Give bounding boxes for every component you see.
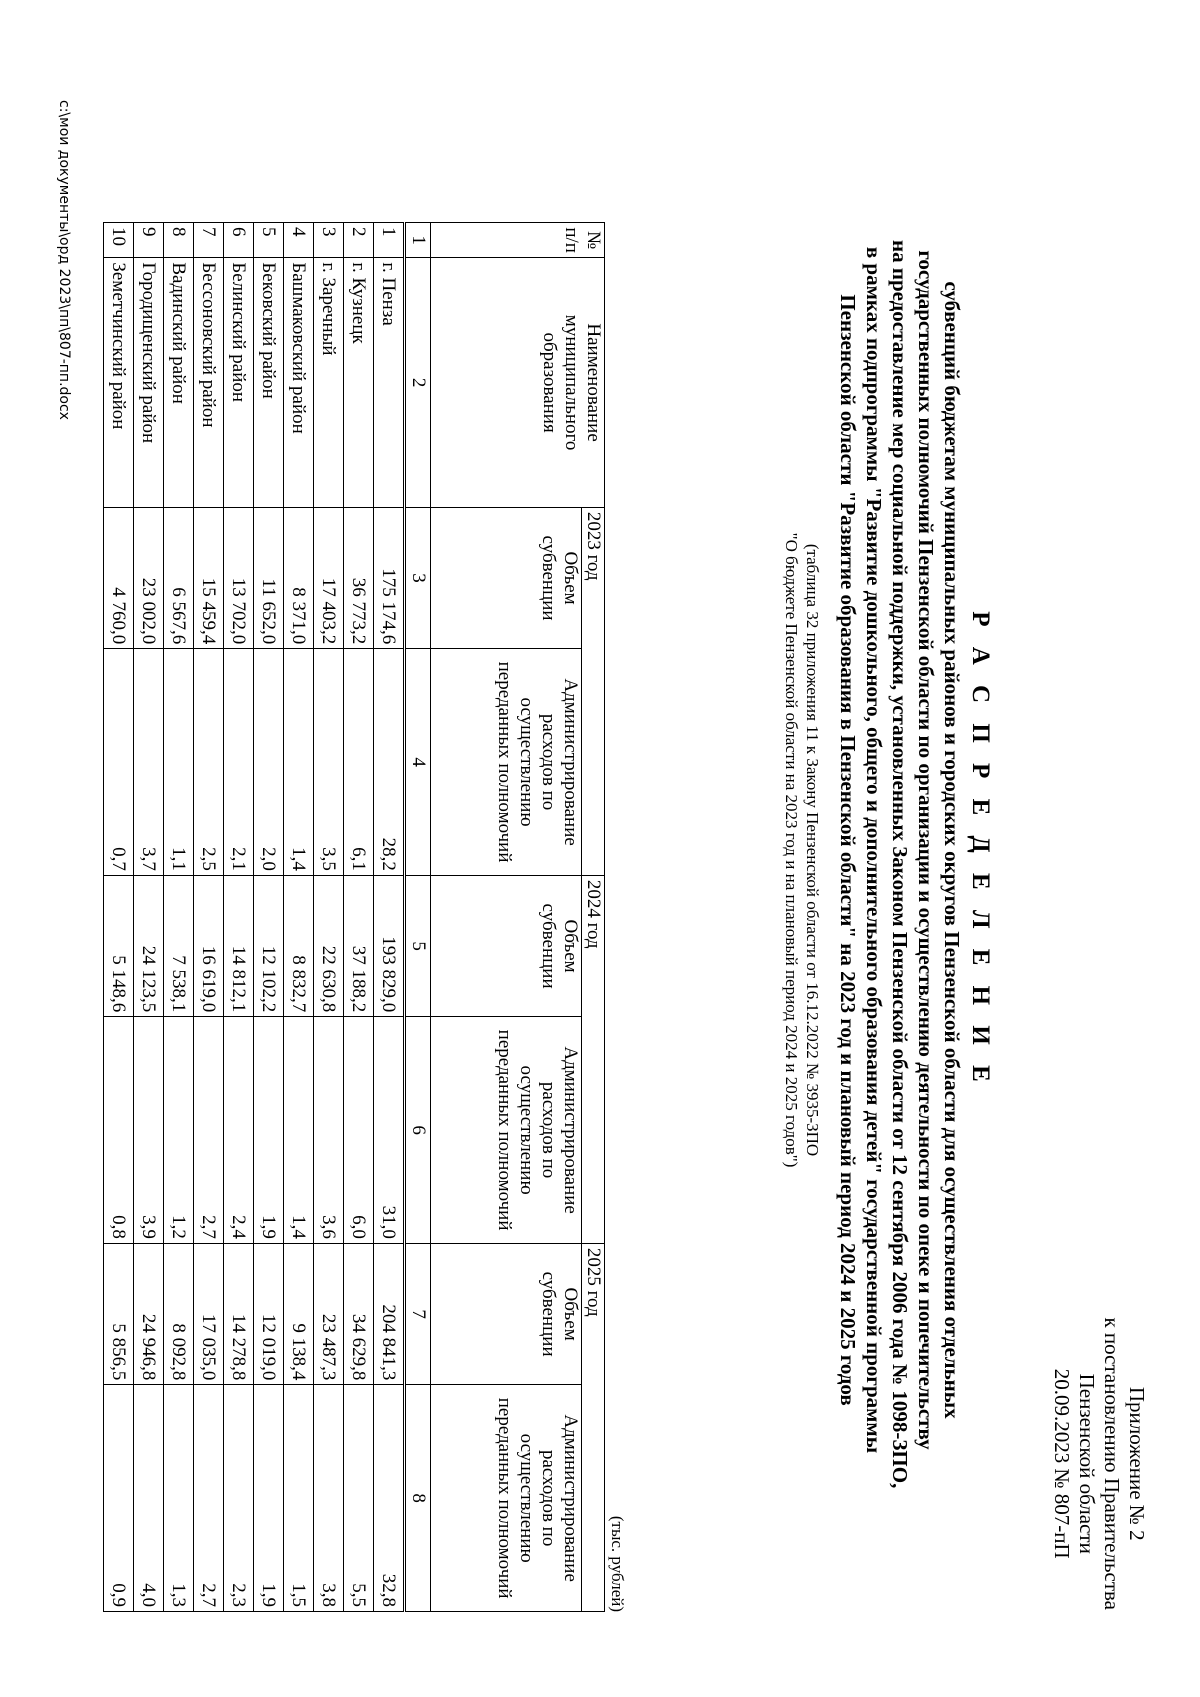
volume-2023-cell: 4 760,0 — [104, 507, 134, 648]
row-number-cell: 4 — [284, 223, 314, 258]
volume-2025-cell: 8 092,8 — [164, 1243, 194, 1384]
subtitle-line: государственных полномочий Пензенской области по организации и осуществлению деятельности по опеке и попечительству — [914, 250, 938, 1450]
units-label: (тыс. рублей) — [608, 1515, 627, 1612]
subtitle-line: в рамках подпрограммы "Развитие дошкольного, общего и дополнительного образования детей" государственной программы — [862, 246, 886, 1454]
admin-2024-cell: 1,2 — [164, 1017, 194, 1244]
municipality-name-cell: Городищенский район — [134, 258, 164, 508]
document-title: Р А С П Р Е Д Е Л Е Н И Е — [967, 611, 994, 1089]
row-number-cell: 10 — [104, 223, 134, 258]
municipality-name-cell: Бессоновский район — [194, 258, 224, 508]
volume-2025-cell: 12 019,0 — [254, 1243, 284, 1384]
volume-2023-cell: 15 459,4 — [194, 507, 224, 648]
appendix-header — [1049, 1317, 1149, 1610]
volume-2024-cell: 8 832,7 — [284, 875, 314, 1016]
admin-2023-cell: 1,4 — [284, 649, 314, 876]
row-number-cell: 3 — [314, 223, 344, 258]
volume-2024-cell: 7 538,1 — [164, 875, 194, 1016]
volume-2024-cell: 14 812,1 — [224, 875, 254, 1016]
volume-2025-cell: 17 035,0 — [194, 1243, 224, 1384]
volume-2024-cell: 5 148,6 — [104, 875, 134, 1016]
admin-2025-cell: 0,9 — [104, 1385, 134, 1612]
column-number: 5 — [405, 875, 431, 1016]
table-header-row — [582, 223, 605, 1612]
column-number: 6 — [405, 1017, 431, 1244]
volume-2023-cell: 6 567,6 — [164, 507, 194, 648]
volume-2023-cell: 17 403,2 — [314, 507, 344, 648]
header-line: Пензенской области — [1075, 1373, 1099, 1554]
distribution-table — [103, 222, 605, 1612]
volume-2023-cell: 13 702,0 — [224, 507, 254, 648]
municipality-name-cell: г. Заречный — [314, 258, 344, 508]
column-header-name: Наименование муниципального образования — [431, 258, 605, 508]
year-header-2024: 2024 год — [582, 875, 605, 1243]
document-subtitle — [835, 240, 965, 1489]
column-number: 2 — [405, 258, 431, 508]
admin-2025-cell: 32,8 — [374, 1385, 405, 1612]
column-number: 8 — [405, 1385, 431, 1612]
row-number-cell: 5 — [254, 223, 284, 258]
table-body — [104, 223, 405, 1612]
volume-2025-cell: 204 841,3 — [374, 1243, 405, 1384]
row-number-cell: 6 — [224, 223, 254, 258]
admin-2024-cell: 2,7 — [194, 1017, 224, 1244]
admin-2023-cell: 3,5 — [314, 649, 344, 876]
volume-2025-cell: 23 487,3 — [314, 1243, 344, 1384]
admin-2025-cell: 3,8 — [314, 1385, 344, 1612]
volume-2024-cell: 12 102,2 — [254, 875, 284, 1016]
column-header-admin: Администрирование расходов по осуществлению переданных полномочий — [431, 649, 582, 876]
admin-2024-cell: 2,4 — [224, 1017, 254, 1244]
municipality-name-cell: г. Кузнецк — [344, 258, 374, 508]
volume-2024-cell: 16 619,0 — [194, 875, 224, 1016]
admin-2025-cell: 1,5 — [284, 1385, 314, 1612]
admin-2023-cell: 1,1 — [164, 649, 194, 876]
admin-2024-cell: 3,6 — [314, 1017, 344, 1244]
municipality-name-cell: Земетчинский район — [104, 258, 134, 508]
column-number: 1 — [405, 223, 431, 258]
volume-2025-cell: 9 138,4 — [284, 1243, 314, 1384]
volume-2024-cell: 37 188,2 — [344, 875, 374, 1016]
table-row — [314, 223, 344, 1612]
admin-2023-cell: 28,2 — [374, 649, 405, 876]
column-number: 3 — [405, 507, 431, 648]
title-block — [781, 240, 995, 1489]
municipality-name-cell: Белинский район — [224, 258, 254, 508]
year-header-2023: 2023 год — [582, 507, 605, 875]
subtitle-line: на предоставление мер социальной поддержки, установленных Законом Пензенской области от 12 сентября 2006 года № 1098-ЗПО, — [888, 240, 912, 1489]
volume-2023-cell: 23 002,0 — [134, 507, 164, 648]
table-row — [104, 223, 134, 1612]
note-line: "О бюджете Пензенской области на 2023 год и на плановый период 2024 и 2025 годов") — [782, 532, 801, 1168]
admin-2025-cell: 4,0 — [134, 1385, 164, 1612]
row-number-cell: 9 — [134, 223, 164, 258]
column-number: 7 — [405, 1243, 431, 1384]
volume-2025-cell: 14 278,8 — [224, 1243, 254, 1384]
admin-2024-cell: 0,8 — [104, 1017, 134, 1244]
table-row — [134, 223, 164, 1612]
admin-2024-cell: 3,9 — [134, 1017, 164, 1244]
row-number-cell: 1 — [374, 223, 405, 258]
column-header-number: № п/п — [431, 223, 605, 258]
municipality-name-cell: Бековский район — [254, 258, 284, 508]
admin-2023-cell: 6,1 — [344, 649, 374, 876]
table-row — [284, 223, 314, 1612]
column-header-admin: Администрирование расходов по осуществлению переданных полномочий — [431, 1017, 582, 1244]
admin-2024-cell: 6,0 — [344, 1017, 374, 1244]
volume-2023-cell: 175 174,6 — [374, 507, 405, 648]
admin-2025-cell: 2,7 — [194, 1385, 224, 1612]
admin-2023-cell: 2,5 — [194, 649, 224, 876]
law-reference-note — [781, 240, 823, 1460]
year-header-2025: 2025 год — [582, 1243, 605, 1611]
volume-2024-cell: 193 829,0 — [374, 875, 405, 1016]
table-row — [344, 223, 374, 1612]
volume-2024-cell: 24 123,5 — [134, 875, 164, 1016]
column-header-admin: Администрирование расходов по осуществлению переданных полномочий — [431, 1385, 582, 1612]
admin-2025-cell: 1,3 — [164, 1385, 194, 1612]
admin-2023-cell: 3,7 — [134, 649, 164, 876]
table-row — [374, 223, 405, 1612]
volume-2025-cell: 5 856,5 — [104, 1243, 134, 1384]
file-path-footer: c:\мои документы\орд 2023\пп\807-пп.docx — [56, 100, 72, 420]
column-number-row — [405, 223, 431, 1612]
admin-2023-cell: 2,1 — [224, 649, 254, 876]
subtitle-line: Пензенской области "Развитие образования в Пензенской области" на 2023 год и плановый период 2024 и 2025 годов — [836, 294, 860, 1406]
column-header-volume: Объем субвенции — [431, 875, 582, 1016]
subtitle-line: субвенций бюджетам муниципальных районов и городских округов Пензенской области для осуществления отдельных — [940, 281, 964, 1419]
row-number-cell: 7 — [194, 223, 224, 258]
admin-2025-cell: 2,3 — [224, 1385, 254, 1612]
admin-2024-cell: 1,9 — [254, 1017, 284, 1244]
table-row — [194, 223, 224, 1612]
volume-2023-cell: 36 773,2 — [344, 507, 374, 648]
column-header-volume: Объем субвенции — [431, 1243, 582, 1384]
volume-2025-cell: 24 946,8 — [134, 1243, 164, 1384]
admin-2023-cell: 2,0 — [254, 649, 284, 876]
table-row — [164, 223, 194, 1612]
volume-2025-cell: 34 629,8 — [344, 1243, 374, 1384]
header-line: к постановлению Правительства — [1100, 1317, 1124, 1610]
row-number-cell: 2 — [344, 223, 374, 258]
volume-2024-cell: 22 630,8 — [314, 875, 344, 1016]
municipality-name-cell: Вадинский район — [164, 258, 194, 508]
table-row — [254, 223, 284, 1612]
municipality-name-cell: Башмаковский район — [284, 258, 314, 508]
admin-2024-cell: 1,4 — [284, 1017, 314, 1244]
row-number-cell: 8 — [164, 223, 194, 258]
municipality-name-cell: г. Пенза — [374, 258, 405, 508]
column-number: 4 — [405, 649, 431, 876]
admin-2025-cell: 1,9 — [254, 1385, 284, 1612]
volume-2023-cell: 8 371,0 — [284, 507, 314, 648]
rotated-page — [35, 60, 1165, 1640]
note-line: (таблица 32 приложения 11 к Закону Пензенской области от 16.12.2022 № 3935-ЗПО — [803, 543, 822, 1157]
volume-2023-cell: 11 652,0 — [254, 507, 284, 648]
admin-2024-cell: 31,0 — [374, 1017, 405, 1244]
header-line: 20.09.2023 № 807-пП — [1050, 1368, 1074, 1559]
table-row — [224, 223, 254, 1612]
admin-2025-cell: 5,5 — [344, 1385, 374, 1612]
admin-2023-cell: 0,7 — [104, 649, 134, 876]
header-line: Приложение № 2 — [1125, 1386, 1149, 1541]
column-header-volume: Объем субвенции — [431, 507, 582, 648]
